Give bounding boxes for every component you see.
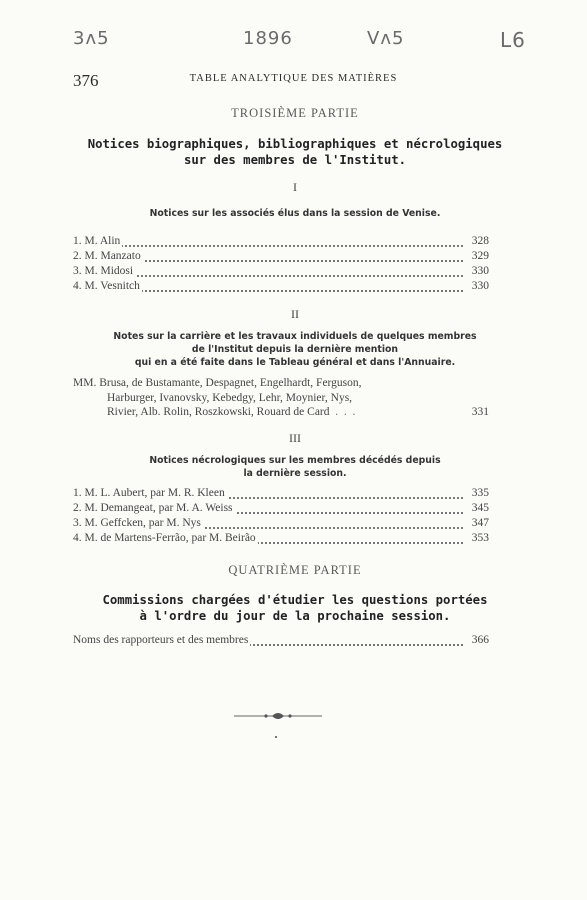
list-item (73, 264, 489, 279)
page-ref: 366 (465, 633, 489, 648)
page-ref: 335 (465, 486, 489, 501)
list-item (73, 501, 489, 516)
subheading-line: qui en a été faite dans le Tableau général et dans l'Annuaire. (134, 357, 456, 368)
page-ref: 330 (465, 264, 489, 279)
section-numeral: III (289, 431, 301, 445)
list-item (73, 234, 489, 249)
page-ref: 345 (465, 501, 489, 516)
page-ref: 329 (465, 249, 489, 264)
page-number: 376 (73, 71, 99, 90)
handwritten-note: 1896 (243, 28, 293, 49)
subsection-heading (60, 330, 530, 369)
subheading-line: la dernière session. (243, 468, 347, 479)
list-item (73, 633, 489, 648)
dot-leader: . . . (329, 406, 356, 418)
entry-text: 4. M. Vesnitch (73, 280, 140, 292)
entry-list (73, 234, 489, 294)
ornament-divider (228, 710, 328, 722)
subheading-line: Notes sur la carrière et les travaux individuels de quelques membres (113, 331, 477, 342)
list-item (73, 486, 489, 501)
handwritten-note: L6 (500, 28, 526, 52)
page-ref: 353 (465, 531, 489, 546)
entry-text: 3. M. Geffcken, par M. Nys (73, 517, 201, 529)
names-line: MM. Brusa, de Bustamante, Despagnet, Engelhardt, Ferguson, (73, 377, 362, 389)
entry-text: 1. M. L. Aubert, par M. R. Kleen (73, 487, 225, 499)
page-ref: 328 (465, 234, 489, 249)
heading-line: sur des membres de l'Institut. (183, 153, 407, 167)
part-title: TROISIÈME PARTIE (231, 106, 359, 120)
page-ref: 330 (465, 279, 489, 294)
entry-text: Noms des rapporteurs et des membres (73, 634, 249, 646)
entry-text: 2. M. Manzato (73, 250, 141, 262)
member-names (73, 376, 489, 420)
entry-text: 1. M. Alin (73, 235, 121, 247)
heading-line: Commissions chargées d'étudier les questions portées (102, 593, 488, 607)
running-title: TABLE ANALYTIQUE DES MATIÈRES (189, 73, 398, 84)
entry-list (73, 486, 489, 546)
list-item (73, 249, 489, 264)
part-title: QUATRIÈME PARTIE (228, 563, 362, 577)
section-heading (60, 592, 530, 624)
handwritten-note: 3ʌ5 (73, 28, 110, 49)
entry-list (73, 633, 489, 648)
names-line-text: Rivier, Alb. Rolin, Roszkowski, Rouard de Card (107, 406, 330, 418)
entry-text: 2. M. Demangeat, par M. A. Weiss (73, 502, 233, 514)
list-item (73, 531, 489, 546)
names-line (73, 405, 489, 420)
list-item (73, 279, 489, 294)
print-speck (275, 736, 277, 738)
page-ref: 347 (465, 516, 489, 531)
subsection-heading (60, 454, 530, 480)
entry-text: 3. M. Midosi (73, 265, 134, 277)
subheading-line: Notices nécrologiques sur les membres décédés depuis (149, 455, 441, 466)
section-numeral: II (291, 307, 299, 321)
subsection-heading: Notices sur les associés élus dans la session de Venise. (149, 208, 441, 219)
heading-line: Notices biographiques, bibliographiques et nécrologiques (87, 137, 503, 151)
handwritten-note: Vʌ5 (367, 28, 405, 49)
dot-leader (73, 245, 463, 247)
names-line: Harburger, Ivanovsky, Kebedgy, Lehr, Moynier, Nys, (107, 391, 353, 404)
page-ref: 331 (471, 406, 489, 418)
section-heading (60, 136, 530, 168)
subheading-line: de l'Institut depuis la dernière mention (191, 344, 399, 355)
entry-text: 4. M. de Martens-Ferrão, par M. Beirão (73, 532, 256, 544)
section-numeral: I (293, 180, 297, 194)
heading-line: à l'ordre du jour de la prochaine session. (139, 609, 451, 623)
list-item (73, 516, 489, 531)
